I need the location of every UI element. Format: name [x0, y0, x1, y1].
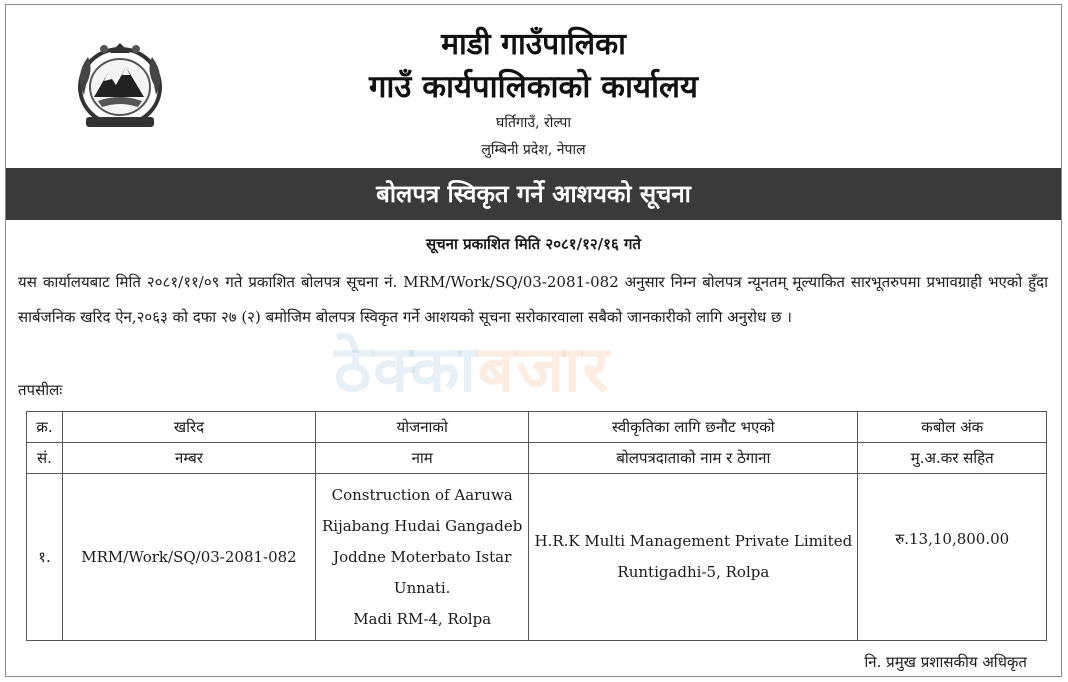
office-title-line2: गाउँ कार्यपालिकाको कार्यालय: [368, 69, 699, 105]
row-bidder: [529, 474, 858, 641]
address-line2: लुम्बिनी प्रदेश, नेपाल: [481, 142, 586, 158]
notice-document: [5, 4, 1062, 677]
notice-body: यस कार्यालयबाट मिति २०८१/११/०९ गते प्रकाशित बोलपत्र सूचना नं. MRM/Work/SQ/03-2081-082 अनुसार निम्न बोलपत्र न्यूनतम् मूल्याकित सारभूतरुपमा प्रभावग्राही भएको हुँदा सार्बजनिक खरिद ऐन,२०६३ को दफा २७ (२) बमोजिम बोलपत्र स्विकृत गर्ने आशयको सूचना सरोकारवाला सबैको जानकारीको लागि अनुरोध छ ।: [18, 273, 1048, 326]
header-amount-line1: कबोल अंक: [858, 412, 1047, 443]
signer-title: नि. प्रमुख प्रशासकीय अधिकृत: [864, 653, 1027, 671]
watermark: [334, 323, 611, 410]
award-table: [26, 411, 1047, 641]
header-project-line1: योजनाको: [316, 412, 529, 443]
details-label: तपसीलः: [18, 381, 63, 399]
bid-amount: रु.13,10,800.00: [895, 529, 1010, 548]
project-name-line: Rijabang Hudai Gangadeb: [322, 516, 523, 535]
published-date: सूचना प्रकाशित मिति २०८१/१२/१६ गते: [426, 235, 641, 253]
header-amount-line2: मु.अ.कर सहित: [858, 443, 1047, 474]
project-name-line: Unnati.: [393, 578, 451, 597]
header-procurement-line1: खरिद: [62, 412, 315, 443]
bidder-address: Runtigadhi-5, Rolpa: [617, 563, 770, 581]
header-sn-line1: क्र.: [27, 412, 63, 443]
table-row: [27, 474, 1047, 641]
row-procurement-no: MRM/Work/SQ/03-2081-082: [62, 474, 315, 641]
header-project-line2: नाम: [316, 443, 529, 474]
row-project-name: [316, 474, 529, 641]
header-procurement-line2: नम्बर: [62, 443, 315, 474]
office-title-line1: माडी गाउँपालिका: [441, 27, 626, 62]
row-amount: [858, 474, 1047, 641]
project-name-line: Joddne Moterbato Istar: [333, 547, 512, 566]
address-line1: घर्तिगाउँ, रोल्पा: [496, 115, 571, 131]
bidder-name: H.R.K Multi Management Private Limited: [534, 532, 853, 550]
header-bidder-line2: बोलपत्रदाताको नाम र ठेगाना: [529, 443, 858, 474]
row-sn: १.: [27, 474, 63, 641]
project-name-line: Construction of Aaruwa: [331, 485, 513, 504]
header-sn-line2: सं.: [27, 443, 63, 474]
header-bidder-line1: स्वीकृतिका लागि छनौट भएको: [529, 412, 858, 443]
table-header-row1: [27, 412, 1047, 443]
project-location: Madi RM-4, Rolpa: [353, 609, 492, 628]
notice-banner: बोलपत्र स्विकृत गर्ने आशयको सूचना: [6, 168, 1061, 220]
watermark-part2: बजार: [477, 333, 611, 407]
table-header-row2: [27, 443, 1047, 474]
watermark-part1: ठेक्का: [334, 333, 478, 407]
